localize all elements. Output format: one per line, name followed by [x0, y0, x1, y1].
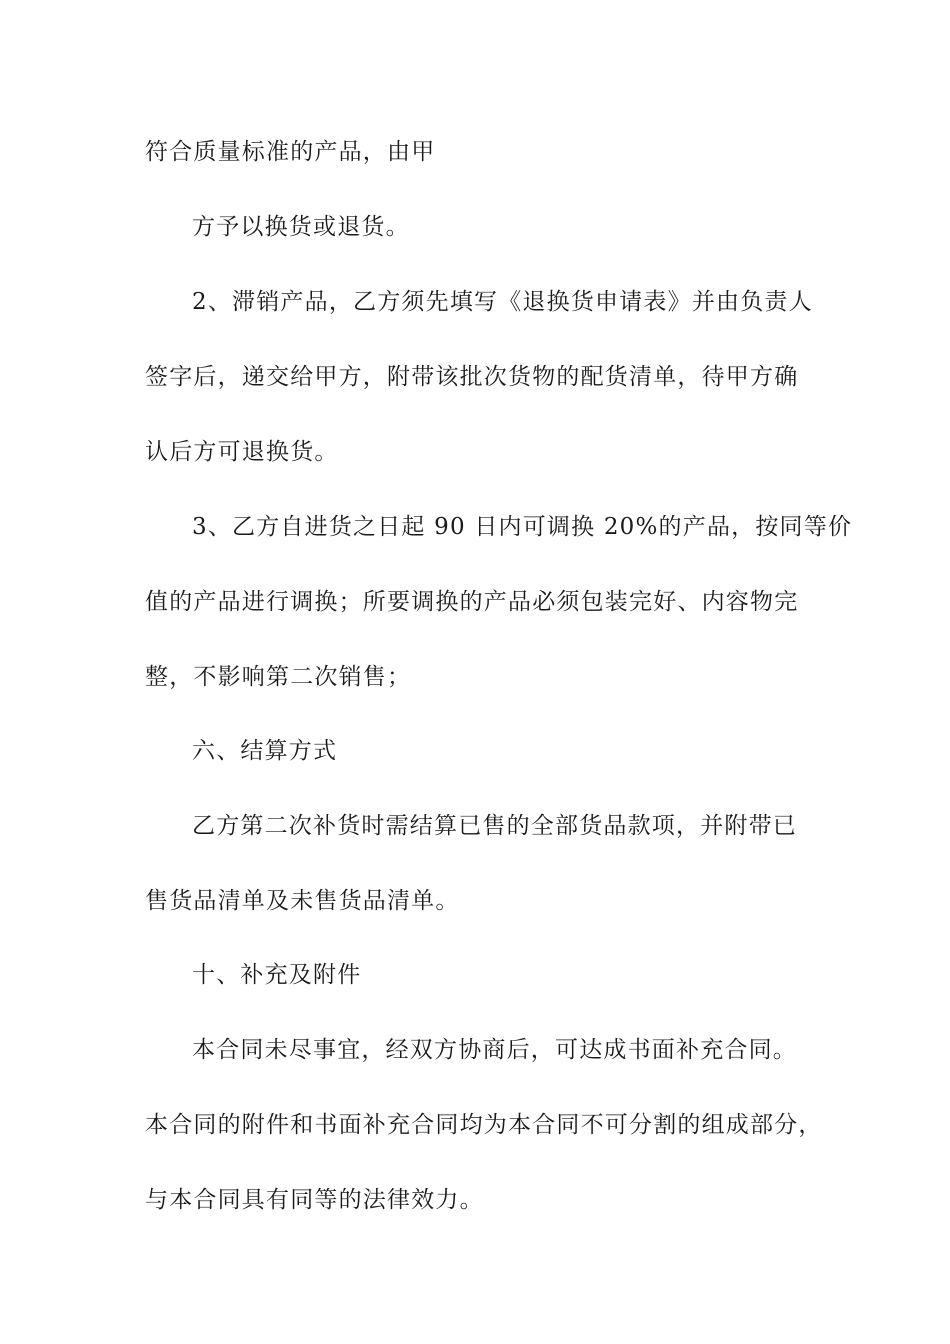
text-line: 方予以换货或退货。 [192, 214, 410, 240]
text-line: 售货品清单及未售货品清单。 [145, 888, 460, 914]
text-line: 本合同未尽事宜，经双方协商后，可达成书面补充合同。 [192, 1037, 797, 1063]
text-line: 符合质量标准的产品，由甲 [145, 139, 436, 165]
text-line: 签字后，递交给甲方，附带该批次货物的配货清单，待甲方确 [145, 364, 799, 390]
text-line: 值的产品进行调换；所要调换的产品必须包装完好、内容物完 [145, 589, 799, 615]
text-line: 与本合同具有同等的法律效力。 [145, 1187, 484, 1213]
text-line: 认后方可退换货。 [145, 439, 339, 465]
text-line: 整，不影响第二次销售； [145, 664, 412, 690]
section-heading: 十、补充及附件 [192, 962, 362, 988]
text-line: 3、乙方自进货之日起 90 日内可调换 20%的产品，按同等价 [192, 514, 853, 540]
section-heading: 六、结算方式 [192, 738, 338, 764]
text-line: 乙方第二次补货时需结算已售的全部货品款项，并附带已 [192, 813, 797, 839]
text-line: 本合同的附件和书面补充合同均为本合同不可分割的组成部分， [145, 1112, 823, 1138]
text-line: 2、滞销产品，乙方须先填写《退换货申请表》并由负责人 [192, 289, 813, 315]
